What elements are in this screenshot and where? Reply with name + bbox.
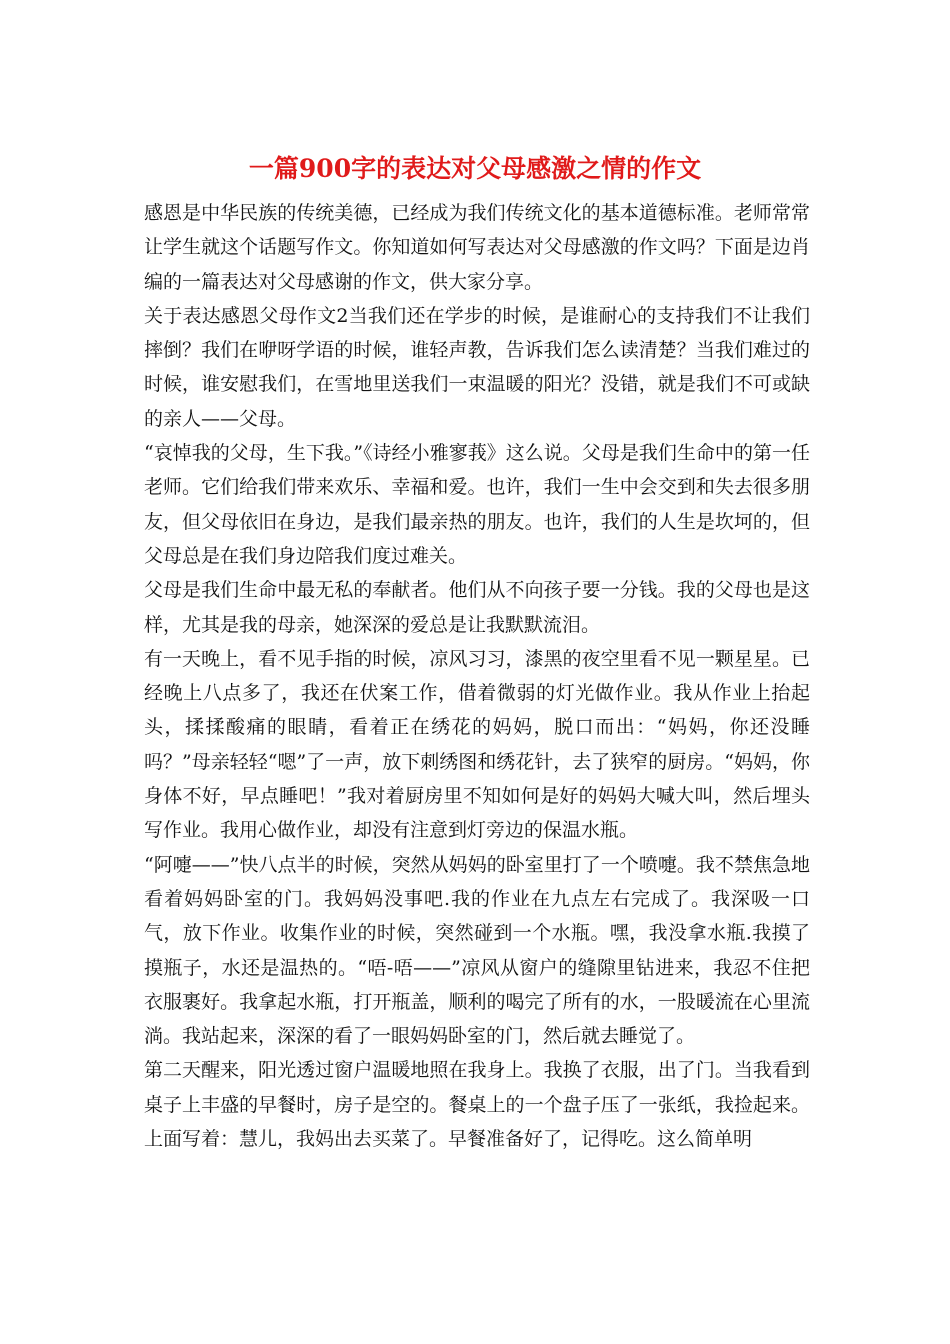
paragraph-4: 父母是我们生命中最无私的奉献者。他们从不向孩子要一分钱。我的父母也是这样，尤其是我的母亲，她深深的爱总是让我默默流泪。 bbox=[144, 579, 810, 636]
document-body bbox=[144, 196, 810, 1156]
paragraph-5: 有一天晚上，看不见手指的时候，凉风习习，漆黑的夜空里看不见一颗星星。已经晚上八点多了，我还在伏案工作，借着微弱的灯光做作业。我从作业上抬起头，揉揉酸痛的眼睛，看着正在绣花的妈妈，脱口而出：“妈妈，你还没睡吗？”母亲轻轻“嗯”了一声，放下刺绣图和绣花针，去了狭窄的厨房。“妈妈，你身体不好，早点睡吧！”我对着厨房里不知如何是好的妈妈大喊大叫，然后埋头写作业。我用心做作业，却没有注意到灯旁边的保温水瓶。 bbox=[144, 647, 810, 842]
paragraph-6: “阿嚏——”快八点半的时候，突然从妈妈的卧室里打了一个喷嚏。我不禁焦急地看着妈妈卧室的门。我妈妈没事吧.我的作业在九点左右完成了。我深吸一口气，放下作业。收集作业的时候，突然碰到一个水瓶。嘿，我没拿水瓶.我摸了摸瓶子，水还是温热的。“唔-唔——”凉风从窗户的缝隙里钻进来，我忍不住把衣服裹好。我拿起水瓶，打开瓶盖，顺利的喝完了所有的水，一股暖流在心里流淌。我站起来，深深的看了一眼妈妈卧室的门，然后就去睡觉了。 bbox=[144, 853, 810, 1048]
paragraph-3: “哀悼我的父母，生下我。”《诗经小雅寥莪》这么说。父母是我们生命中的第一任老师。它们给我们带来欢乐、幸福和爱。也许，我们一生中会交到和失去很多朋友，但父母依旧在身边，是我们最亲热的朋友。也许，我们的人生是坎坷的，但父母总是在我们身边陪我们度过难关。 bbox=[144, 442, 810, 567]
paragraph-2: 关于表达感恩父母作文2当我们还在学步的时候，是谁耐心的支持我们不让我们摔倒？我们在咿呀学语的时候，谁轻声教，告诉我们怎么读清楚？当我们难过的时候，谁安慰我们，在雪地里送我们一束温暖的阳光？没错，就是我们不可或缺的亲人——父母。 bbox=[144, 304, 810, 430]
paragraph-1: 感恩是中华民族的传统美德，已经成为我们传统文化的基本道德标准。老师常常让学生就这个话题写作文。你知道如何写表达对父母感激的作文吗？下面是边肖编的一篇表达对父母感谢的作文，供大家分享。 bbox=[144, 202, 810, 293]
document-title: 一篇900字的表达对父母感激之情的作文 bbox=[248, 154, 702, 183]
paragraph-7: 第二天醒来，阳光透过窗户温暖地照在我身上。我换了衣服，出了门。当我看到桌子上丰盛的早餐时，房子是空的。餐桌上的一个盘子压了一张纸，我捡起来。上面写着：慧儿，我妈出去买菜了。早餐准备好了，记得吃。这么简单明 bbox=[144, 1059, 810, 1151]
